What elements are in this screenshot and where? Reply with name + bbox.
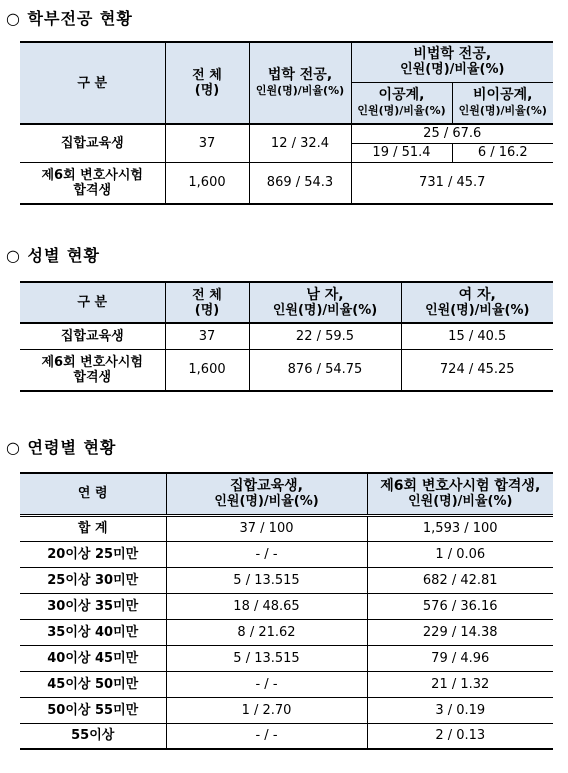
age-row-label: 50이상 55미만 (20, 697, 166, 723)
header-total (165, 42, 249, 124)
gender-row-trainee-male: 22 / 59.5 (249, 323, 401, 349)
header-nonlaw-sub: 인원(명)/비율(%) (400, 62, 505, 78)
row-trainee-law: 12 / 32.4 (249, 124, 351, 162)
gender-row-trainee-label: 집합교육생 (20, 323, 165, 349)
age-row-trainee: 1 / 2.70 (166, 697, 367, 723)
header-igong (351, 82, 452, 124)
gender-header-male-label: 남 자, (306, 286, 344, 303)
header-nonlaw-label: 비법학 전공, (413, 46, 492, 63)
gender-header-male-sub: 인원(명)/비율(%) (272, 302, 378, 318)
header-biigong-label: 비이공계, (473, 86, 533, 103)
major-table (20, 41, 553, 205)
age-row-trainee: 5 / 13.515 (166, 567, 367, 593)
section1-heading: ○ 학부전공 현황 (6, 9, 133, 28)
age-header-trainee-sub: 인원(명)/비율(%) (214, 493, 319, 509)
gender-header-female (401, 282, 553, 323)
gender-header-female-sub: 인원(명)/비율(%) (425, 302, 530, 318)
age-row-trainee: - / - (166, 723, 367, 749)
row-trainee-nonlaw: 25 / 67.6 (351, 124, 553, 143)
header-igong-sub: 인원(명)/비율(%) (357, 103, 446, 117)
header-biigong-sub: 인원(명)/비율(%) (458, 103, 547, 117)
gender-row-passer-total: 1,600 (165, 349, 249, 391)
age-row-label: 40이상 45미만 (20, 645, 166, 671)
age-row-trainee: - / - (166, 541, 367, 567)
gender-header-total-label: 전 체 (192, 287, 222, 303)
age-header-passer-label: 제6회 변호사시험 합격생, (380, 477, 541, 494)
age-row-passer: 576 / 36.16 (367, 593, 553, 619)
age-row-trainee: 37 / 100 (166, 515, 367, 541)
gender-row-trainee-female: 15 / 40.5 (401, 323, 553, 349)
header-law-label: 법학 전공, (267, 67, 333, 83)
header-total-unit: (명) (194, 83, 220, 98)
age-header-trainee (166, 473, 367, 515)
gender-row-passer-label-line2: 합격생 (73, 369, 112, 385)
gender-row-passer-label-line1: 제6회 변호사시험 (41, 354, 143, 370)
header-law (249, 42, 351, 124)
header-biigong (452, 82, 553, 124)
age-row-trainee: 18 / 48.65 (166, 593, 367, 619)
age-row-passer: 682 / 42.81 (367, 567, 553, 593)
section3-heading: ○ 연령별 현황 (6, 438, 117, 457)
age-header-passer-sub: 인원(명)/비율(%) (408, 493, 513, 509)
age-header-passer (367, 473, 553, 515)
gender-row-passer-male: 876 / 54.75 (249, 349, 401, 391)
age-row-passer: 1 / 0.06 (367, 541, 553, 567)
gender-table (20, 281, 553, 392)
row-passer-label-line2: 합격생 (73, 182, 112, 198)
header-nonlaw (351, 42, 553, 82)
header-total-label: 전 체 (192, 68, 222, 83)
section2-heading: ○ 성별 현황 (6, 246, 100, 265)
gender-row-trainee-total: 37 (165, 323, 249, 349)
row-passer-label (20, 162, 165, 204)
row-passer-total: 1,600 (165, 162, 249, 204)
age-row-label: 30이상 35미만 (20, 593, 166, 619)
gender-row-passer-female: 724 / 45.25 (401, 349, 553, 391)
age-row-passer: 3 / 0.19 (367, 697, 553, 723)
age-row-label: 25이상 30미만 (20, 567, 166, 593)
age-row-label: 45이상 50미만 (20, 671, 166, 697)
age-row-passer: 21 / 1.32 (367, 671, 553, 697)
gender-header-gubun: 구 분 (20, 282, 165, 323)
age-row-trainee: 5 / 13.515 (166, 645, 367, 671)
age-row-passer: 1,593 / 100 (367, 515, 553, 541)
age-row-passer: 79 / 4.96 (367, 645, 553, 671)
row-passer-law: 869 / 54.3 (249, 162, 351, 204)
row-trainee-total: 37 (165, 124, 249, 162)
age-row-passer: 2 / 0.13 (367, 723, 553, 749)
age-row-label: 55이상 (20, 723, 166, 749)
age-row-passer: 229 / 14.38 (367, 619, 553, 645)
gender-header-female-label: 여 자, (458, 286, 496, 303)
age-row-trainee: - / - (166, 671, 367, 697)
gender-header-total-unit: (명) (194, 302, 220, 318)
gender-row-passer-label (20, 349, 165, 391)
gender-header-male (249, 282, 401, 323)
age-row-label: 합 계 (20, 515, 166, 541)
age-table (20, 472, 553, 750)
gender-header-total (165, 282, 249, 323)
age-row-trainee: 8 / 21.62 (166, 619, 367, 645)
row-passer-label-line1: 제6회 변호사시험 (41, 167, 143, 183)
age-header-age: 연 령 (20, 473, 166, 515)
age-row-label: 20이상 25미만 (20, 541, 166, 567)
header-igong-label: 이공계, (378, 86, 425, 103)
row-trainee-biigong: 6 / 16.2 (452, 143, 553, 162)
row-trainee-label: 집합교육생 (20, 124, 165, 162)
age-header-trainee-label: 집합교육생, (230, 477, 303, 494)
row-passer-nonlaw: 731 / 45.7 (351, 162, 553, 204)
header-gubun: 구 분 (20, 42, 165, 124)
row-trainee-igong: 19 / 51.4 (351, 143, 452, 162)
age-row-label: 35이상 40미만 (20, 619, 166, 645)
header-law-sub: 인원(명)/비율(%) (255, 84, 345, 97)
